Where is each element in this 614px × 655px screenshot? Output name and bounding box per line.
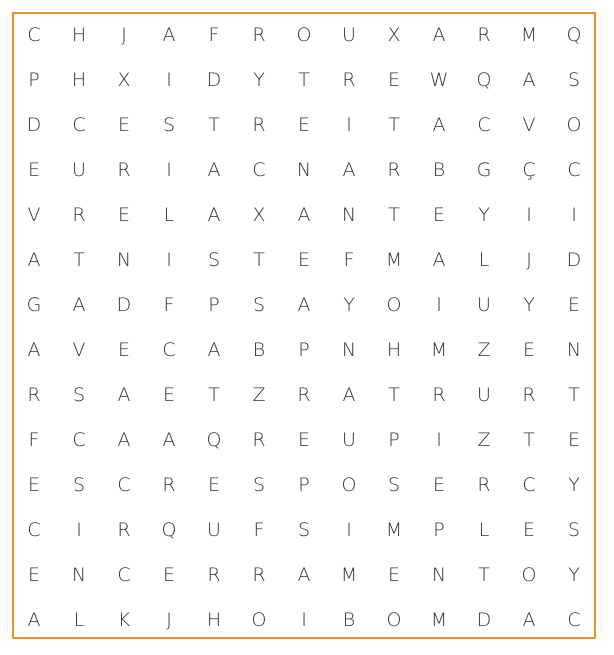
- grid-letter[interactable]: E: [297, 249, 310, 271]
- grid-letter[interactable]: S: [387, 474, 401, 496]
- grid-letter[interactable]: A: [27, 339, 41, 361]
- grid-letter[interactable]: R: [252, 114, 266, 136]
- grid-letter[interactable]: O: [386, 294, 402, 316]
- grid-letter[interactable]: Y: [253, 69, 265, 91]
- grid-letter[interactable]: P: [298, 474, 310, 496]
- grid-letter[interactable]: O: [521, 564, 537, 586]
- grid-letter[interactable]: N: [566, 339, 582, 361]
- grid-letter[interactable]: A: [27, 249, 41, 271]
- grid-letter[interactable]: A: [297, 204, 311, 226]
- grid-letter[interactable]: J: [121, 24, 127, 46]
- word-search-grid: [14, 14, 594, 637]
- grid-letter[interactable]: V: [72, 339, 86, 361]
- grid-letter[interactable]: D: [26, 114, 42, 136]
- grid-letter[interactable]: A: [72, 294, 86, 316]
- grid-letter[interactable]: E: [162, 564, 175, 586]
- grid-letter[interactable]: S: [162, 114, 176, 136]
- grid-letter[interactable]: A: [297, 294, 311, 316]
- grid-letter[interactable]: R: [522, 384, 536, 406]
- grid-letter[interactable]: J: [526, 249, 532, 271]
- grid-letter[interactable]: Q: [161, 519, 177, 541]
- grid-letter[interactable]: I: [166, 69, 172, 91]
- grid-letter[interactable]: A: [432, 249, 446, 271]
- grid-letter[interactable]: E: [387, 69, 400, 91]
- grid-letter[interactable]: W: [429, 69, 449, 91]
- grid-letter[interactable]: I: [301, 609, 307, 631]
- grid-letter[interactable]: E: [522, 519, 535, 541]
- grid-letter[interactable]: I: [166, 159, 172, 181]
- grid-letter[interactable]: F: [163, 294, 175, 316]
- grid-letter[interactable]: R: [342, 69, 356, 91]
- grid-letter[interactable]: I: [526, 204, 532, 226]
- word-search-frame: [12, 12, 596, 639]
- grid-letter[interactable]: L: [73, 609, 85, 631]
- grid-letter[interactable]: I: [346, 519, 352, 541]
- grid-letter[interactable]: S: [567, 519, 581, 541]
- grid-letter[interactable]: C: [27, 519, 41, 541]
- grid-letter[interactable]: S: [567, 69, 581, 91]
- grid-letter[interactable]: U: [477, 294, 491, 316]
- grid-letter[interactable]: C: [252, 159, 266, 181]
- grid-letter[interactable]: H: [71, 24, 87, 46]
- grid-letter[interactable]: S: [252, 474, 266, 496]
- grid-letter[interactable]: I: [346, 114, 352, 136]
- grid-letter[interactable]: D: [206, 69, 222, 91]
- grid-letter[interactable]: Q: [566, 24, 582, 46]
- grid-letter[interactable]: O: [296, 24, 312, 46]
- grid-letter[interactable]: R: [477, 474, 491, 496]
- grid-letter[interactable]: N: [116, 249, 132, 271]
- grid-letter[interactable]: E: [522, 339, 535, 361]
- grid-letter[interactable]: R: [297, 384, 311, 406]
- grid-letter[interactable]: Q: [206, 429, 222, 451]
- grid-letter[interactable]: M: [340, 564, 358, 586]
- grid-letter[interactable]: L: [163, 204, 175, 226]
- grid-letter[interactable]: E: [387, 564, 400, 586]
- grid-letter[interactable]: E: [297, 114, 310, 136]
- grid-letter[interactable]: T: [298, 69, 310, 91]
- grid-letter[interactable]: P: [208, 294, 220, 316]
- grid-letter[interactable]: A: [27, 609, 41, 631]
- grid-letter[interactable]: A: [522, 69, 536, 91]
- grid-letter[interactable]: B: [432, 159, 446, 181]
- grid-letter[interactable]: N: [71, 564, 87, 586]
- grid-letter[interactable]: C: [567, 159, 581, 181]
- grid-letter[interactable]: X: [252, 204, 266, 226]
- grid-letter[interactable]: Q: [476, 69, 492, 91]
- grid-letter[interactable]: O: [566, 114, 582, 136]
- grid-letter[interactable]: A: [432, 114, 446, 136]
- grid-letter[interactable]: U: [342, 429, 356, 451]
- grid-letter[interactable]: Y: [343, 294, 355, 316]
- grid-letter[interactable]: C: [72, 429, 86, 451]
- grid-letter[interactable]: I: [436, 294, 442, 316]
- grid-letter[interactable]: A: [342, 384, 356, 406]
- grid-letter[interactable]: S: [252, 294, 266, 316]
- grid-letter[interactable]: P: [388, 429, 400, 451]
- grid-letter[interactable]: E: [117, 204, 130, 226]
- grid-letter[interactable]: F: [208, 24, 220, 46]
- grid-letter[interactable]: B: [252, 339, 266, 361]
- grid-letter[interactable]: Y: [478, 204, 490, 226]
- grid-letter[interactable]: P: [298, 339, 310, 361]
- grid-letter[interactable]: R: [252, 564, 266, 586]
- grid-letter[interactable]: C: [117, 474, 131, 496]
- grid-letter[interactable]: R: [117, 519, 131, 541]
- grid-letter[interactable]: R: [252, 24, 266, 46]
- grid-letter[interactable]: T: [388, 114, 400, 136]
- grid-letter[interactable]: N: [431, 564, 447, 586]
- grid-letter[interactable]: I: [76, 519, 82, 541]
- grid-letter[interactable]: A: [207, 204, 221, 226]
- grid-letter[interactable]: A: [117, 384, 131, 406]
- grid-letter[interactable]: T: [388, 204, 400, 226]
- grid-letter[interactable]: S: [207, 249, 221, 271]
- grid-letter[interactable]: F: [253, 519, 265, 541]
- grid-letter[interactable]: C: [522, 474, 536, 496]
- grid-letter[interactable]: E: [27, 159, 40, 181]
- grid-letter[interactable]: V: [522, 114, 536, 136]
- grid-letter[interactable]: A: [207, 159, 221, 181]
- grid-letter[interactable]: F: [28, 429, 40, 451]
- grid-letter[interactable]: E: [567, 294, 580, 316]
- grid-letter[interactable]: D: [116, 294, 132, 316]
- grid-letter[interactable]: E: [432, 204, 445, 226]
- grid-letter[interactable]: R: [162, 474, 176, 496]
- grid-letter[interactable]: U: [207, 519, 221, 541]
- grid-letter[interactable]: Y: [523, 294, 535, 316]
- grid-letter[interactable]: E: [117, 114, 130, 136]
- grid-letter[interactable]: C: [162, 339, 176, 361]
- grid-letter[interactable]: Z: [477, 339, 491, 361]
- grid-letter[interactable]: Ç: [522, 159, 536, 181]
- grid-letter[interactable]: C: [477, 114, 491, 136]
- grid-letter[interactable]: R: [117, 159, 131, 181]
- grid-letter[interactable]: R: [387, 159, 401, 181]
- grid-letter[interactable]: T: [478, 564, 490, 586]
- grid-letter[interactable]: A: [522, 609, 536, 631]
- grid-letter[interactable]: H: [71, 69, 87, 91]
- grid-letter[interactable]: C: [567, 609, 581, 631]
- grid-letter[interactable]: Z: [252, 384, 266, 406]
- grid-letter[interactable]: T: [208, 114, 220, 136]
- grid-letter[interactable]: N: [341, 339, 357, 361]
- grid-letter[interactable]: R: [72, 204, 86, 226]
- grid-letter[interactable]: C: [27, 24, 41, 46]
- grid-letter[interactable]: C: [117, 564, 131, 586]
- grid-letter[interactable]: Z: [477, 429, 491, 451]
- grid-letter[interactable]: I: [166, 249, 172, 271]
- grid-letter[interactable]: H: [386, 339, 402, 361]
- grid-letter[interactable]: R: [207, 564, 221, 586]
- grid-letter[interactable]: M: [385, 249, 403, 271]
- grid-letter[interactable]: G: [476, 159, 492, 181]
- grid-letter[interactable]: H: [206, 609, 222, 631]
- grid-letter[interactable]: R: [252, 429, 266, 451]
- grid-letter[interactable]: X: [387, 24, 401, 46]
- grid-letter[interactable]: M: [385, 519, 403, 541]
- grid-letter[interactable]: D: [566, 249, 582, 271]
- grid-letter[interactable]: N: [341, 204, 357, 226]
- grid-letter[interactable]: M: [520, 24, 538, 46]
- grid-letter[interactable]: R: [432, 384, 446, 406]
- grid-letter[interactable]: S: [72, 474, 86, 496]
- grid-letter[interactable]: A: [207, 339, 221, 361]
- grid-letter[interactable]: I: [436, 429, 442, 451]
- grid-letter[interactable]: L: [478, 249, 490, 271]
- grid-letter[interactable]: E: [207, 474, 220, 496]
- grid-letter[interactable]: S: [72, 384, 86, 406]
- grid-letter[interactable]: E: [567, 429, 580, 451]
- grid-letter[interactable]: E: [162, 384, 175, 406]
- grid-letter[interactable]: U: [72, 159, 86, 181]
- grid-letter[interactable]: P: [28, 69, 40, 91]
- grid-letter[interactable]: O: [341, 474, 357, 496]
- grid-letter[interactable]: X: [117, 69, 131, 91]
- grid-letter[interactable]: M: [430, 609, 448, 631]
- grid-letter[interactable]: J: [166, 609, 172, 631]
- grid-letter[interactable]: A: [117, 429, 131, 451]
- grid-letter[interactable]: E: [27, 474, 40, 496]
- grid-letter[interactable]: D: [476, 609, 492, 631]
- grid-letter[interactable]: U: [342, 24, 356, 46]
- grid-letter[interactable]: O: [251, 609, 267, 631]
- grid-letter[interactable]: M: [430, 339, 448, 361]
- grid-letter[interactable]: T: [568, 384, 580, 406]
- grid-letter[interactable]: P: [433, 519, 445, 541]
- grid-letter[interactable]: T: [208, 384, 220, 406]
- grid-letter[interactable]: C: [72, 114, 86, 136]
- grid-letter[interactable]: A: [297, 564, 311, 586]
- grid-letter[interactable]: R: [477, 24, 491, 46]
- grid-letter[interactable]: N: [296, 159, 312, 181]
- grid-letter[interactable]: A: [432, 24, 446, 46]
- grid-letter[interactable]: R: [27, 384, 41, 406]
- grid-letter[interactable]: V: [27, 204, 41, 226]
- grid-letter[interactable]: E: [117, 339, 130, 361]
- grid-letter[interactable]: O: [386, 609, 402, 631]
- grid-letter[interactable]: U: [477, 384, 491, 406]
- grid-letter[interactable]: A: [162, 429, 176, 451]
- grid-letter[interactable]: T: [73, 249, 85, 271]
- grid-letter[interactable]: B: [342, 609, 356, 631]
- grid-letter[interactable]: I: [571, 204, 577, 226]
- grid-letter[interactable]: T: [253, 249, 265, 271]
- grid-letter[interactable]: E: [27, 564, 40, 586]
- grid-letter[interactable]: E: [297, 429, 310, 451]
- grid-letter[interactable]: S: [297, 519, 311, 541]
- grid-letter[interactable]: E: [432, 474, 445, 496]
- grid-letter[interactable]: G: [26, 294, 42, 316]
- grid-letter[interactable]: A: [162, 24, 176, 46]
- grid-letter[interactable]: T: [523, 429, 535, 451]
- grid-letter[interactable]: K: [117, 609, 131, 631]
- grid-letter[interactable]: A: [342, 159, 356, 181]
- grid-letter[interactable]: Y: [568, 474, 580, 496]
- grid-letter[interactable]: Y: [568, 564, 580, 586]
- grid-letter[interactable]: L: [478, 519, 490, 541]
- grid-letter[interactable]: T: [388, 384, 400, 406]
- grid-letter[interactable]: F: [343, 249, 355, 271]
